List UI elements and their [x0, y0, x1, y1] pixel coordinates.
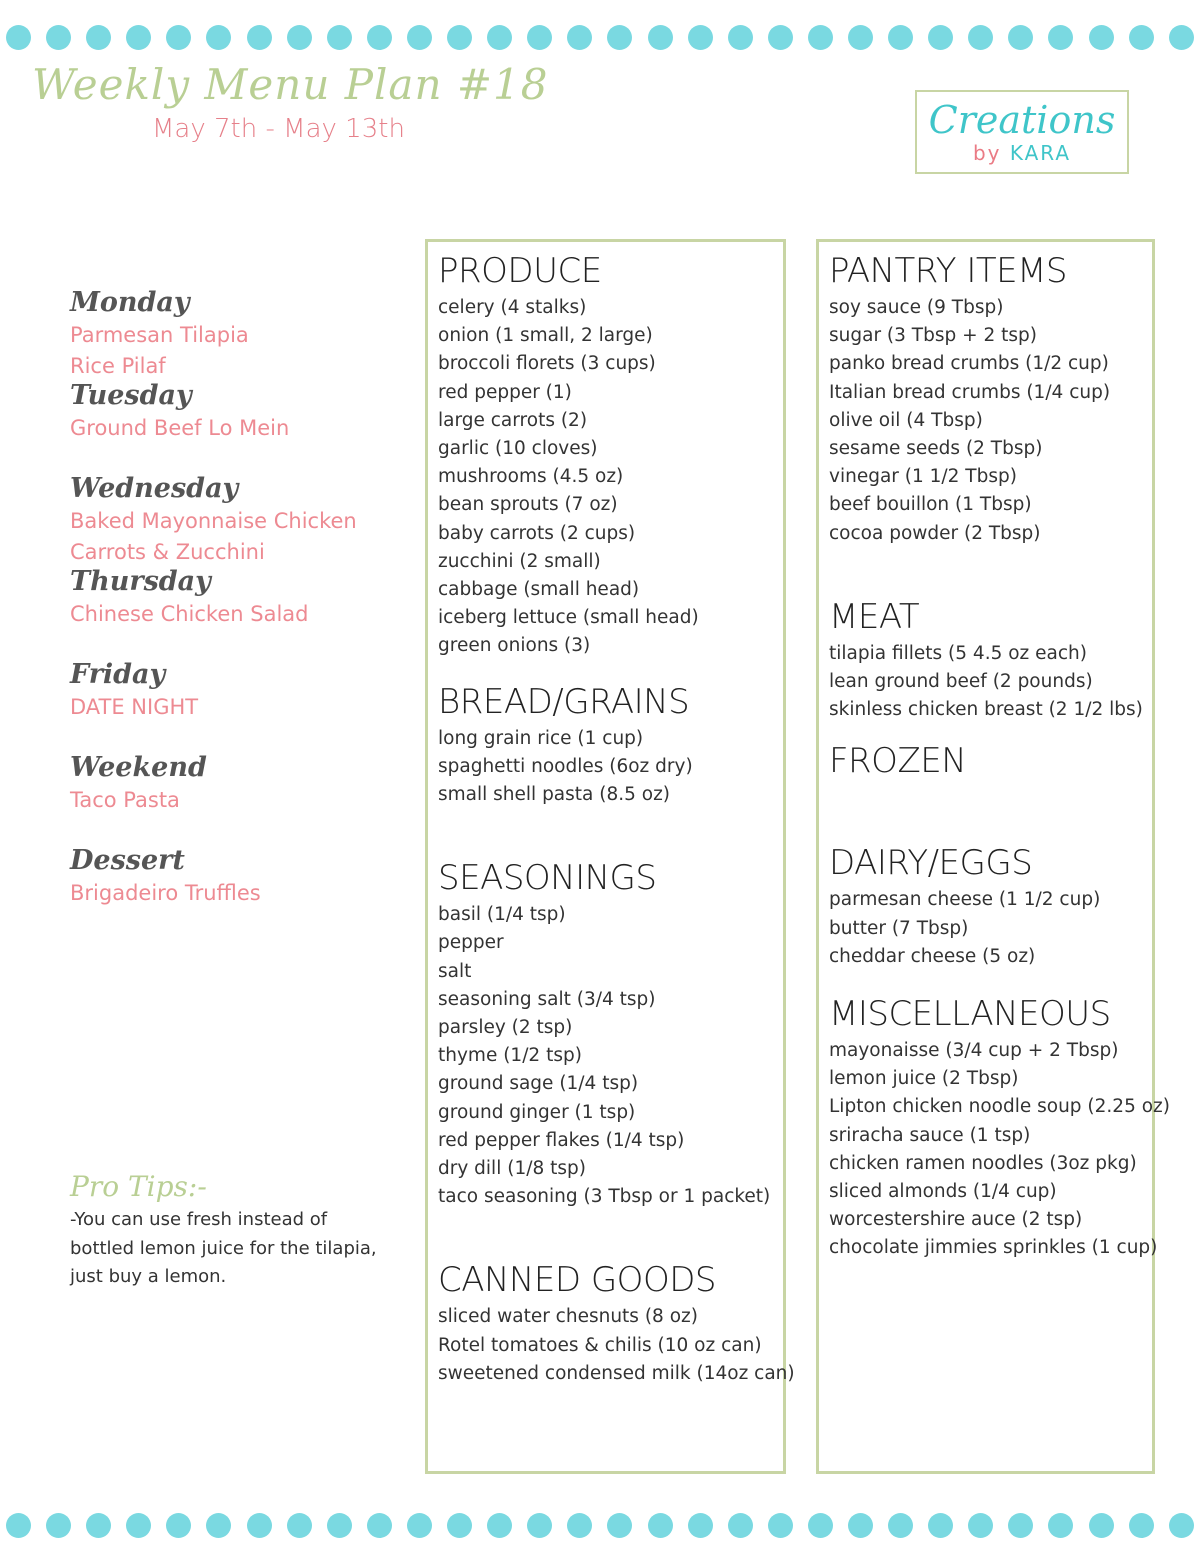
- category-heading: BREAD/GRAINS: [438, 681, 690, 722]
- grocery-items: [438, 294, 783, 661]
- decorative-dot: [888, 1513, 913, 1538]
- decorative-dot: [808, 1513, 833, 1538]
- decorative-dot: [888, 25, 913, 50]
- grocery-item: vinegar (1 1/2 Tbsp): [829, 466, 1017, 488]
- grocery-list-right-column: [816, 239, 1170, 1474]
- grocery-items: [438, 901, 783, 1211]
- meal: Carrots & Zucchini: [70, 540, 265, 564]
- logo-byline: [917, 142, 1127, 164]
- decorative-dot: [447, 25, 472, 50]
- meal: Rice Pilaf: [70, 354, 166, 378]
- day-tuesday: [70, 379, 400, 472]
- decorative-dot: [287, 1513, 312, 1538]
- day-name: Dessert: [70, 845, 185, 876]
- grocery-item: mayonaisse (3/4 cup + 2 Tbsp): [829, 1040, 1119, 1062]
- pro-tips-line: just buy a lemon.: [70, 1266, 227, 1287]
- grocery-item: ground ginger (1 tsp): [438, 1101, 636, 1123]
- decorative-dot: [46, 25, 71, 50]
- day-name: Thursday: [70, 566, 211, 597]
- category-frozen: [829, 738, 1152, 784]
- grocery-item: chicken ramen noodles (3oz pkg): [829, 1152, 1137, 1174]
- decorative-dot: [728, 25, 753, 50]
- grocery-item: sriracha sauce (1 tsp): [829, 1124, 1031, 1146]
- weekly-menu: [70, 286, 400, 937]
- grocery-list-left-column: [425, 239, 795, 1474]
- day-monday: [70, 286, 400, 379]
- day-name: Tuesday: [70, 380, 192, 411]
- grocery-item: cheddar cheese (5 oz): [829, 945, 1036, 967]
- grocery-item: onion (1 small, 2 large): [438, 325, 653, 347]
- decorative-dot: [928, 25, 953, 50]
- decorative-dot: [1048, 1513, 1073, 1538]
- grocery-item: sliced almonds (1/4 cup): [829, 1181, 1057, 1203]
- grocery-item: cocoa powder (2 Tbsp): [829, 522, 1041, 544]
- grocery-items: [829, 640, 1152, 725]
- decorative-dot: [6, 1513, 31, 1538]
- decorative-dot: [928, 1513, 953, 1538]
- decorative-dot: [768, 25, 793, 50]
- decorative-dot: [327, 25, 352, 50]
- grocery-item: beef bouillon (1 Tbsp): [829, 494, 1032, 516]
- decorative-dot: [407, 25, 432, 50]
- grocery-item: seasoning salt (3/4 tsp): [438, 988, 656, 1010]
- logo-name: KARA: [1009, 141, 1072, 165]
- grocery-item: small shell pasta (8.5 oz): [438, 784, 671, 806]
- grocery-item: dry dill (1/8 tsp): [438, 1158, 586, 1180]
- grocery-item: tilapia fillets (5 4.5 oz each): [829, 642, 1087, 664]
- category-dairy-eggs: [829, 840, 1152, 971]
- decorative-dot: [607, 1513, 632, 1538]
- pro-tips-heading: Pro Tips:-: [70, 1170, 207, 1203]
- category-heading: PANTRY ITEMS: [829, 251, 1068, 291]
- meal: Ground Beef Lo Mein: [70, 416, 290, 440]
- grocery-item: chocolate jimmies sprinkles (1 cup): [829, 1237, 1158, 1259]
- decorative-dot: [728, 1513, 753, 1538]
- grocery-items: [829, 886, 1152, 971]
- decorative-dot: [86, 25, 111, 50]
- page-title: Weekly Menu Plan #18: [32, 60, 549, 109]
- category-canned-goods: [438, 1257, 795, 1388]
- creations-by-kara-logo: [915, 90, 1129, 174]
- decorative-dot: [1048, 25, 1073, 50]
- grocery-item: bean sprouts (7 oz): [438, 494, 618, 516]
- grocery-item: butter (7 Tbsp): [829, 917, 969, 939]
- decorative-dot: [327, 1513, 352, 1538]
- decorative-dot: [567, 1513, 592, 1538]
- category-heading: FROZEN: [829, 741, 967, 782]
- decorative-dot: [768, 1513, 793, 1538]
- decorative-dot: [206, 1513, 231, 1538]
- grocery-item: panko bread crumbs (1/2 cup): [829, 353, 1109, 375]
- grocery-items: [438, 1303, 795, 1388]
- grocery-item: worcestershire auce (2 tsp): [829, 1209, 1083, 1231]
- decorative-dot: [407, 1513, 432, 1538]
- decorative-dot: [1169, 1513, 1194, 1538]
- decorative-dot: [1008, 1513, 1033, 1538]
- grocery-item: green onions (3): [438, 635, 591, 657]
- day-wednesday: [70, 472, 400, 565]
- day-name: Wednesday: [70, 473, 239, 504]
- decorative-dot: [968, 1513, 993, 1538]
- grocery-item: taco seasoning (3 Tbsp or 1 packet): [438, 1186, 771, 1208]
- decorative-dot: [46, 1513, 71, 1538]
- decorative-dot: [1008, 25, 1033, 50]
- decorative-dot: [527, 1513, 552, 1538]
- grocery-item: baby carrots (2 cups): [438, 522, 636, 544]
- grocery-item: sweetened condensed milk (14oz can): [438, 1362, 795, 1384]
- decorative-dot: [126, 25, 151, 50]
- decorative-dot: [527, 25, 552, 50]
- grocery-item: broccoli florets (3 cups): [438, 353, 656, 375]
- day-dessert: [70, 844, 400, 937]
- meal: Baked Mayonnaise Chicken: [70, 509, 357, 533]
- day-name: Monday: [70, 287, 190, 318]
- decorative-dot: [447, 1513, 472, 1538]
- grocery-items: [829, 294, 1152, 548]
- decorative-dot: [1129, 25, 1154, 50]
- decorative-dot: [1129, 1513, 1154, 1538]
- grocery-item: salt: [438, 960, 472, 982]
- grocery-item: sugar (3 Tbsp + 2 tsp): [829, 325, 1037, 347]
- decorative-dot: [968, 25, 993, 50]
- grocery-item: spaghetti noodles (6oz dry): [438, 755, 693, 777]
- grocery-item: cabbage (small head): [438, 579, 640, 601]
- grocery-items: [829, 1037, 1170, 1263]
- decorative-dot: [287, 25, 312, 50]
- pro-tips-line: -You can use fresh instead of: [70, 1209, 328, 1230]
- grocery-item: Lipton chicken noodle soup (2.25 oz): [829, 1096, 1170, 1118]
- decorative-dot: [808, 25, 833, 50]
- meal: Parmesan Tilapia: [70, 323, 249, 347]
- category-bread-grains: [438, 679, 783, 810]
- grocery-item: pepper: [438, 932, 504, 954]
- meal: DATE NIGHT: [70, 695, 199, 719]
- category-produce: [438, 248, 783, 661]
- grocery-item: sesame seeds (2 Tbsp): [829, 438, 1043, 460]
- category-heading: DAIRY/EGGS: [829, 843, 1033, 884]
- decorative-dot: [247, 1513, 272, 1538]
- decorative-dot: [166, 1513, 191, 1538]
- day-name: Weekend: [70, 752, 207, 783]
- pro-tips: [70, 1168, 390, 1292]
- grocery-item: zucchini (2 small): [438, 550, 601, 572]
- decorative-dot: [86, 1513, 111, 1538]
- logo-by: by: [972, 141, 1002, 165]
- grocery-item: mushrooms (4.5 oz): [438, 466, 624, 488]
- logo-wordmark: Creations: [928, 98, 1116, 142]
- grocery-item: long grain rice (1 cup): [438, 727, 644, 749]
- grocery-item: ground sage (1/4 tsp): [438, 1073, 639, 1095]
- grocery-item: Rotel tomatoes & chilis (10 oz can): [438, 1334, 762, 1356]
- decorative-dot: [648, 25, 673, 50]
- grocery-item: lean ground beef (2 pounds): [829, 671, 1093, 693]
- grocery-item: skinless chicken breast (2 1/2 lbs): [829, 699, 1143, 721]
- day-weekend: [70, 751, 400, 844]
- decorative-dot: [848, 25, 873, 50]
- category-seasonings: [438, 855, 783, 1211]
- decorative-dot: [6, 25, 31, 50]
- category-heading: CANNED GOODS: [438, 1260, 716, 1301]
- category-heading: PRODUCE: [438, 251, 602, 291]
- decorative-dot: [126, 1513, 151, 1538]
- grocery-item: thyme (1/2 tsp): [438, 1045, 582, 1067]
- decorative-dot: [487, 1513, 512, 1538]
- grocery-item: large carrots (2): [438, 409, 588, 431]
- decorative-dot: [1089, 1513, 1114, 1538]
- category-meat: [829, 594, 1152, 725]
- top-dot-border: [0, 22, 1200, 52]
- grocery-item: lemon juice (2 Tbsp): [829, 1068, 1019, 1090]
- decorative-dot: [166, 25, 191, 50]
- decorative-dot: [1089, 25, 1114, 50]
- grocery-item: Italian bread crumbs (1/4 cup): [829, 381, 1111, 403]
- grocery-item: garlic (10 cloves): [438, 438, 598, 460]
- category-heading: SEASONINGS: [438, 858, 657, 899]
- decorative-dot: [487, 25, 512, 50]
- category-miscellaneous: [829, 991, 1170, 1263]
- grocery-item: olive oil (4 Tbsp): [829, 409, 983, 431]
- meal: Taco Pasta: [70, 788, 180, 812]
- day-friday: [70, 658, 400, 751]
- date-range: May 7th - May 13th: [152, 114, 405, 144]
- grocery-item: red pepper (1): [438, 381, 572, 403]
- day-thursday: [70, 565, 400, 658]
- bottom-dot-border: [0, 1510, 1200, 1540]
- decorative-dot: [1169, 25, 1194, 50]
- decorative-dot: [648, 1513, 673, 1538]
- decorative-dot: [247, 25, 272, 50]
- decorative-dot: [206, 25, 231, 50]
- day-name: Friday: [70, 659, 166, 690]
- category-heading: MISCELLANEOUS: [829, 994, 1111, 1035]
- decorative-dot: [567, 25, 592, 50]
- grocery-item: basil (1/4 tsp): [438, 904, 566, 926]
- meal: Chinese Chicken Salad: [70, 602, 309, 626]
- decorative-dot: [688, 1513, 713, 1538]
- grocery-item: parmesan cheese (1 1/2 cup): [829, 889, 1101, 911]
- decorative-dot: [367, 1513, 392, 1538]
- grocery-item: parsley (2 tsp): [438, 1017, 573, 1039]
- decorative-dot: [848, 1513, 873, 1538]
- decorative-dot: [688, 25, 713, 50]
- decorative-dot: [367, 25, 392, 50]
- grocery-item: soy sauce (9 Tbsp): [829, 297, 1004, 318]
- pro-tips-line: bottled lemon juice for the tilapia,: [70, 1237, 377, 1259]
- meal: Brigadeiro Truffles: [70, 881, 261, 905]
- grocery-item: iceberg lettuce (small head): [438, 607, 699, 629]
- grocery-item: celery (4 stalks): [438, 297, 587, 318]
- category-pantry-items: [829, 248, 1152, 548]
- grocery-items: [438, 725, 783, 810]
- grocery-item: red pepper flakes (1/4 tsp): [438, 1129, 685, 1151]
- grocery-item: sliced water chesnuts (8 oz): [438, 1306, 698, 1328]
- category-heading: MEAT: [829, 596, 920, 637]
- decorative-dot: [607, 25, 632, 50]
